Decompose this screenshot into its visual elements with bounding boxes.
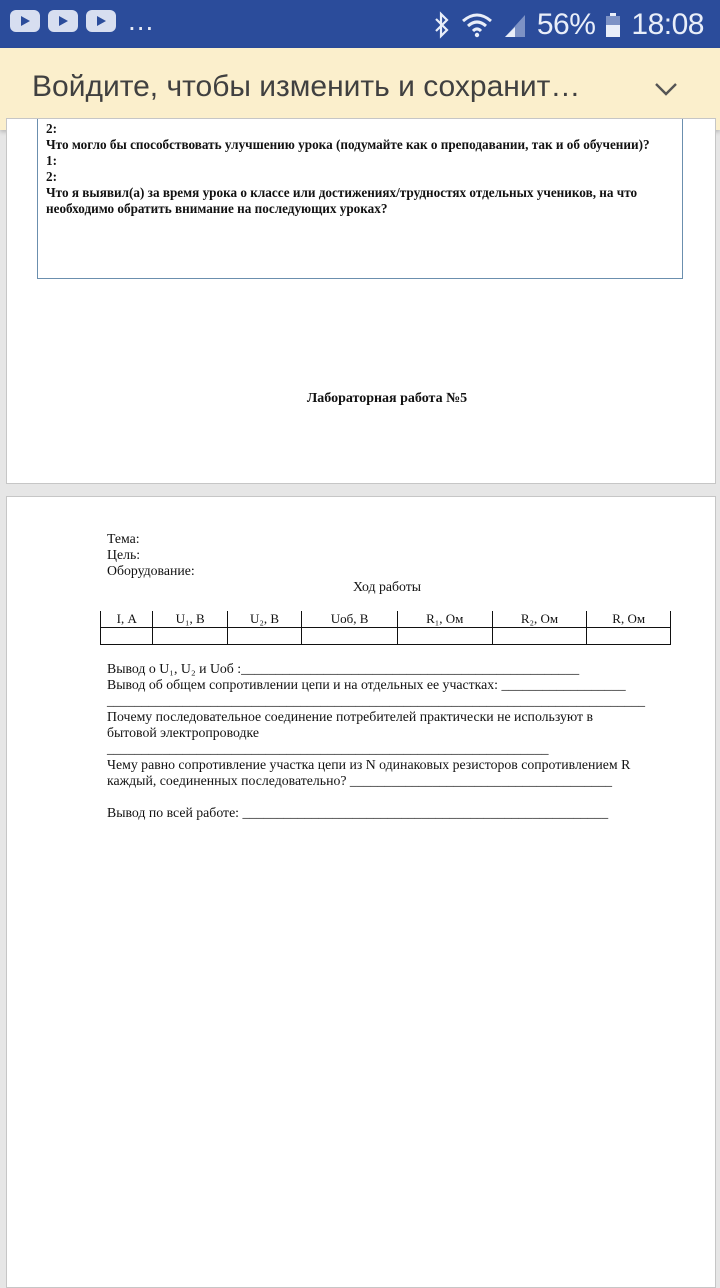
table-row (101, 628, 671, 645)
blank-line: ______________________________________________________________________________ (107, 693, 646, 708)
battery-icon (605, 11, 621, 39)
reflection-question: Что могло бы способствовать улучшению урока (подумайте как о преподавании, так и об обучении)? (46, 137, 650, 152)
equipment-label: Оборудование: (107, 563, 195, 578)
blank-line: ________________________________________________________________ (107, 741, 549, 756)
more-notifications-indicator: ... (128, 5, 155, 36)
lab-header-fields (107, 531, 667, 579)
notification-icons (10, 5, 155, 36)
question-line: каждый, соединенных последовательно? ______________________________________ (107, 773, 613, 788)
table-cell (492, 628, 587, 645)
system-indicators (433, 8, 704, 42)
question-line: Чему равно сопротивление участка цепи из N одинаковых резисторов сопротивлением R (107, 757, 631, 772)
goal-label: Цель: (107, 547, 141, 562)
table-cell (153, 628, 227, 645)
final-conclusion-line: Вывод по всей работе: _____________________________________________________ (107, 805, 609, 820)
table-header-cell: U₁, В (153, 611, 227, 628)
work-progress-heading: Ход работы (352, 579, 422, 594)
reflection-question: Что я выявил(а) за время урока о классе или достижениях/трудностях отдельных учеников, на что необходимо обратить внимание на последующих уроках? (46, 185, 638, 216)
conclusion-line: Вывод об общем сопротивлении цепи и на отдельных ее участках: __________________ (107, 677, 626, 692)
reflection-text (46, 121, 676, 217)
bluetooth-icon (433, 11, 451, 39)
reflection-box (37, 119, 683, 279)
youtube-notification-icon (86, 10, 116, 32)
lab-title: Лабораторная работа №5 (306, 391, 468, 406)
question-line: бытовой электропроводке (107, 725, 259, 740)
measurements-table (100, 611, 671, 645)
table-cell (302, 628, 398, 645)
reflection-line: 2: (46, 169, 57, 184)
document-page-2 (6, 496, 716, 1288)
table-header-cell: I, А (101, 611, 153, 628)
youtube-notification-icon (10, 10, 40, 32)
sign-in-banner-text: Войдите, чтобы изменить и сохранит… (32, 70, 581, 103)
table-cell (227, 628, 301, 645)
status-bar (0, 0, 720, 48)
table-cell (397, 628, 492, 645)
battery-percentage: 56% (536, 8, 596, 41)
conclusion-line: Вывод о U₁, U₂ и Uоб :_________________________________________________ (107, 661, 580, 676)
question-line: Почему последовательное соединение потребителей практически не используют в (107, 709, 594, 724)
table-header-cell: R₂, Ом (492, 611, 587, 628)
table-header-cell: R₁, Ом (397, 611, 492, 628)
table-header-row (101, 611, 671, 628)
topic-label: Тема: (107, 531, 140, 546)
table-cell (587, 628, 671, 645)
spacer (107, 789, 667, 805)
youtube-notification-icon (48, 10, 78, 32)
reflection-line: 1: (46, 153, 57, 168)
table-header-cell: R, Ом (587, 611, 671, 628)
clock: 18:08 (631, 8, 704, 41)
chevron-down-icon[interactable] (650, 76, 682, 102)
table-header-cell: U₂, В (227, 611, 301, 628)
reflection-line: 2: (46, 121, 57, 136)
conclusions-section (107, 661, 667, 821)
document-page-1 (6, 118, 716, 484)
table-cell (101, 628, 153, 645)
wifi-icon (461, 11, 493, 39)
signal-icon (503, 11, 527, 39)
table-header-cell: Uоб, В (302, 611, 398, 628)
